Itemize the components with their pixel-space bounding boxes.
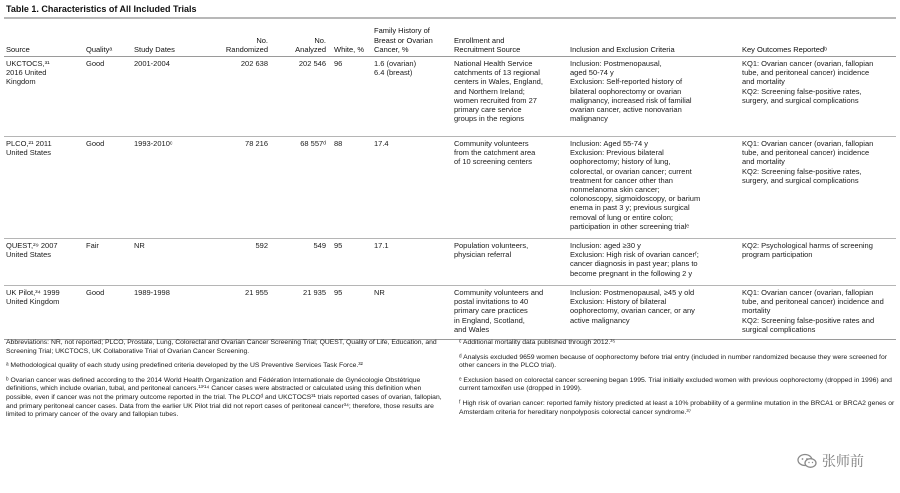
cell-family-history: 17.1 bbox=[372, 239, 452, 286]
cell-analyzed: 549 bbox=[274, 239, 332, 286]
cell-enrollment: National Health Service catchments of 13 regional centers in Wales, England, and Northern Ireland; women recruited from 27 primary care service groups in the regions bbox=[452, 57, 568, 137]
cell-criteria: Inclusion: Postmenopausal, ≥45 y old Exclusion: History of bilateral oophorectomy, ovarian cancer, or any active malignancy bbox=[568, 286, 740, 340]
table-row bbox=[4, 239, 896, 286]
cell-white: 95 bbox=[332, 239, 372, 286]
cell-white: 96 bbox=[332, 57, 372, 137]
col-family-history: Family History of Breast or Ovarian Cancer, % bbox=[372, 19, 452, 57]
cell-dates: 1993-2010ᶜ bbox=[132, 137, 212, 239]
cell-criteria: Inclusion: Postmenopausal, aged 50-74 y Exclusion: Self-reported history of bilateral oophorectomy or ovarian malignancy, increased risk of familial ovarian cancer, active nonovarian malignancy bbox=[568, 57, 740, 137]
cell-analyzed: 202 546 bbox=[274, 57, 332, 137]
cell-outcomes: KQ1: Ovarian cancer (ovarian, fallopian tube, and peritoneal cancer) incidence and mortality KQ2: Screening false-positive rates and surgical complications bbox=[740, 286, 896, 340]
footnote-d: ᵈ Analysis excluded 9659 women because of oophorectomy before trial entry (included in number randomized because they were screened for other cancers in the PLCO trial). bbox=[459, 353, 887, 370]
cell-quality: Good bbox=[84, 57, 132, 137]
col-criteria: Inclusion and Exclusion Criteria bbox=[568, 19, 740, 57]
cell-criteria: Inclusion: Aged 55-74 y Exclusion: Previous bilateral oophorectomy; history of lung, colorectal, or ovarian cancer; current treatment for cancer other than nonmelanoma skin cancer; colonoscopy, sigmoidoscopy, or barium enema in past 3 y; previous surgical removal of lung or entire colon; participation in other screening trialᵉ bbox=[568, 137, 740, 239]
watermark-text: 张师前 bbox=[822, 453, 864, 469]
cell-outcomes: KQ1: Ovarian cancer (ovarian, fallopian tube, and peritoneal cancer) incidence and mortality KQ2: Screening false-positive rates, surgery, and surgical complications bbox=[740, 137, 896, 239]
footnotes-right bbox=[459, 339, 896, 423]
cell-white: 88 bbox=[332, 137, 372, 239]
abbreviations-note: Abbreviations: NR, not reported; PLCO, Prostate, Lung, Colorectal and Ovarian Cancer Screening Trial; QUEST, Quality of Life, Education, and Screening Trial; UKCTOCS, UK Collaborative Trial of Ovarian Cancer Screening. bbox=[6, 339, 437, 355]
watermark bbox=[797, 451, 864, 471]
footnotes-left bbox=[6, 339, 446, 426]
header-row bbox=[4, 19, 896, 57]
footnote-c: ᶜ Additional mortality data published through 2012.³⁵ bbox=[459, 339, 616, 346]
cell-analyzed: 68 557ᵈ bbox=[274, 137, 332, 239]
cell-analyzed: 21 935 bbox=[274, 286, 332, 340]
table-row bbox=[4, 57, 896, 137]
cell-source: UK Pilot,³⁴ 1999 United Kingdom bbox=[4, 286, 84, 340]
col-randomized: No. Randomized bbox=[212, 19, 274, 57]
col-outcomes: Key Outcomes Reportedᵇ bbox=[740, 19, 896, 57]
cell-quality: Good bbox=[84, 137, 132, 239]
cell-randomized: 592 bbox=[212, 239, 274, 286]
cell-dates: 1989-1998 bbox=[132, 286, 212, 340]
cell-enrollment: Community volunteers and postal invitations to 40 primary care practices in England, Scotland, and Wales bbox=[452, 286, 568, 340]
cell-enrollment: Community volunteers from the catchment area of 10 screening centers bbox=[452, 137, 568, 239]
footnote-a: ᵃ Methodological quality of each study using predefined criteria developed by the US Preventive Services Task Force.³² bbox=[6, 362, 363, 370]
cell-source: PLCO,²¹ 2011 United States bbox=[4, 137, 84, 239]
col-white: White, % bbox=[332, 19, 372, 57]
cell-quality: Fair bbox=[84, 239, 132, 286]
col-quality: Qualityᵃ bbox=[84, 19, 132, 57]
wechat-icon bbox=[797, 453, 817, 469]
cell-dates: 2001-2004 bbox=[132, 57, 212, 137]
cell-outcomes: KQ1: Ovarian cancer (ovarian, fallopian tube, and peritoneal cancer) incidence and mortality KQ2: Screening false-positive rates, surgery, and surgical complications bbox=[740, 57, 896, 137]
table-row bbox=[4, 137, 896, 239]
table-row bbox=[4, 286, 896, 340]
trials-table bbox=[4, 19, 896, 340]
table-footnotes bbox=[4, 339, 896, 489]
col-analyzed: No. Analyzed bbox=[274, 19, 332, 57]
cell-quality: Good bbox=[84, 286, 132, 340]
table-title: Table 1. Characteristics of All Included Trials bbox=[6, 4, 197, 14]
cell-dates: NR bbox=[132, 239, 212, 286]
cell-source: QUEST,²⁹ 2007 United States bbox=[4, 239, 84, 286]
footnote-f: ᶠ High risk of ovarian cancer: reported family history predicted at least a 10% probability of a germline mutation in the BRCA1 or BRCA2 genes or Amsterdam criteria for hereditary nonpolyposis colorectal cancer syndrome.³⁷ bbox=[459, 399, 895, 416]
cell-randomized: 202 638 bbox=[212, 57, 274, 137]
footnote-b: ᵇ Ovarian cancer was defined according to the 2014 World Health Organization and Fédération Internationale de Gynécologie Obstétrique definitions, which include ovarian, tubal, and peritoneal cancers.¹³'¹⁴ Cancer cases were abstracted or calculated using this definition when possible, even if cancer was not the primary outcome reported in the trial. The PLCOᵈ and UKCTOCS³¹ trials reported cases of ovarian, fallopian, and primary peritoneal cancer cases. Data from the earlier UK Pilot trial did not report cases of peritoneal cancer³⁴; therefore, those results are limited to primary cancer of the ovary and fallopian tubes. bbox=[6, 376, 442, 419]
cell-source: UKCTOCS,³¹ 2016 United Kingdom bbox=[4, 57, 84, 137]
cell-criteria: Inclusion: aged ≥30 y Exclusion: High risk of ovarian cancerᶠ; cancer diagnosis in past year; plans to become pregnant in the following 2 y bbox=[568, 239, 740, 286]
cell-family-history: NR bbox=[372, 286, 452, 340]
cell-family-history: 1.6 (ovarian) 6.4 (breast) bbox=[372, 57, 452, 137]
footnote-e: ᵉ Exclusion based on colorectal cancer screening began 1995. Trial initially excluded women with previous oophorectomy (dropped in 1996) and current tamoxifen use (dropped in 1999). bbox=[459, 376, 892, 393]
col-dates: Study Dates bbox=[132, 19, 212, 57]
cell-white: 95 bbox=[332, 286, 372, 340]
cell-randomized: 78 216 bbox=[212, 137, 274, 239]
cell-outcomes: KQ2: Psychological harms of screening program participation bbox=[740, 239, 896, 286]
cell-randomized: 21 955 bbox=[212, 286, 274, 340]
cell-enrollment: Population volunteers, physician referral bbox=[452, 239, 568, 286]
col-source: Source bbox=[4, 19, 84, 57]
col-enrollment: Enrollment and Recruitment Source bbox=[452, 19, 568, 57]
cell-family-history: 17.4 bbox=[372, 137, 452, 239]
